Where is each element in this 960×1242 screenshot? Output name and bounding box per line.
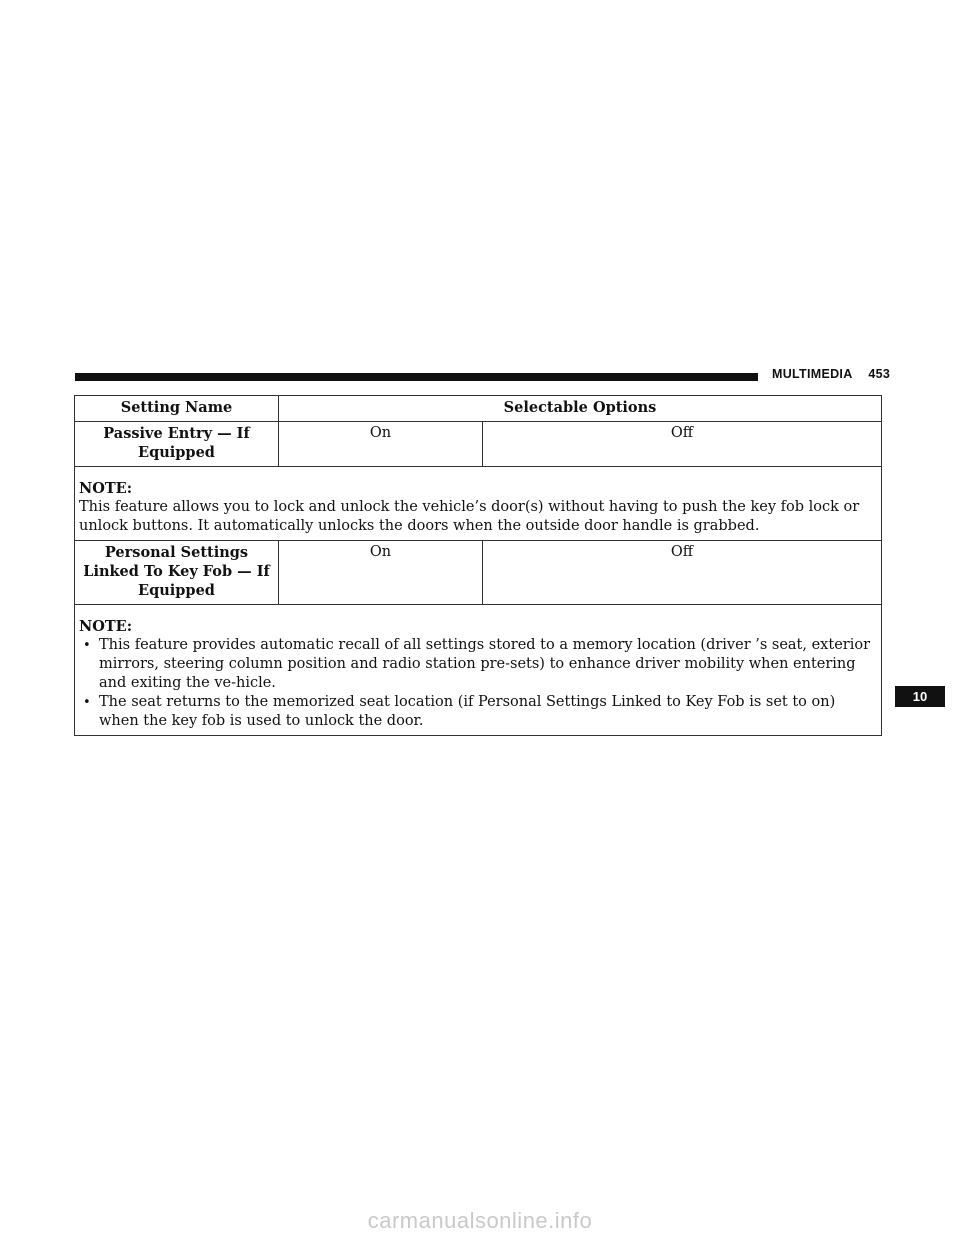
table-row (75, 422, 882, 467)
list-item (79, 693, 877, 731)
setting-name-passive-entry: Passive Entry — If Equipped (75, 422, 279, 467)
column-header-selectable-options: Selectable Options (279, 396, 882, 422)
option-on: On (279, 422, 483, 467)
option-off: Off (483, 541, 882, 605)
note-cell (75, 467, 882, 541)
table-header-row (75, 396, 882, 422)
table-row (75, 541, 882, 605)
section-title: MULTIMEDIA (772, 367, 853, 381)
bullet-text: This feature provides automatic recall of all settings stored to a memory location (driver ’s seat, exterior mirrors, steering column position and radio station pre-sets) to enhance driver mobility when entering and exiting the ve-hicle. (99, 637, 870, 691)
note-cell (75, 605, 882, 736)
table-note-row (75, 605, 882, 736)
option-on: On (279, 541, 483, 605)
setting-name-personal-settings: Personal Settings Linked To Key Fob — If Equipped (75, 541, 279, 605)
chapter-tab: 10 (895, 686, 945, 707)
watermark: carmanualsonline.info (367, 1208, 593, 1233)
bullet-icon: • (83, 695, 91, 710)
note-label: NOTE: (79, 480, 133, 497)
bullet-icon: • (83, 638, 91, 653)
note-text: This feature allows you to lock and unlock the vehicle’s door(s) without having to push the key fob lock or unlock buttons. It automatically unlocks the doors when the outside door handle is grabbed. (79, 499, 860, 534)
running-header (772, 367, 890, 381)
column-header-setting-name: Setting Name (75, 396, 279, 422)
settings-table (74, 395, 882, 736)
list-item (79, 636, 877, 693)
table-note-row (75, 467, 882, 541)
page-number: 453 (868, 367, 891, 381)
bullet-text: The seat returns to the memorized seat location (if Personal Settings Linked to Key Fob is set to on) when the key fob is used to unlock the door. (99, 694, 836, 729)
header-rule (75, 373, 758, 381)
option-off: Off (483, 422, 882, 467)
note-bullet-list (79, 636, 877, 731)
note-label: NOTE: (79, 618, 133, 635)
